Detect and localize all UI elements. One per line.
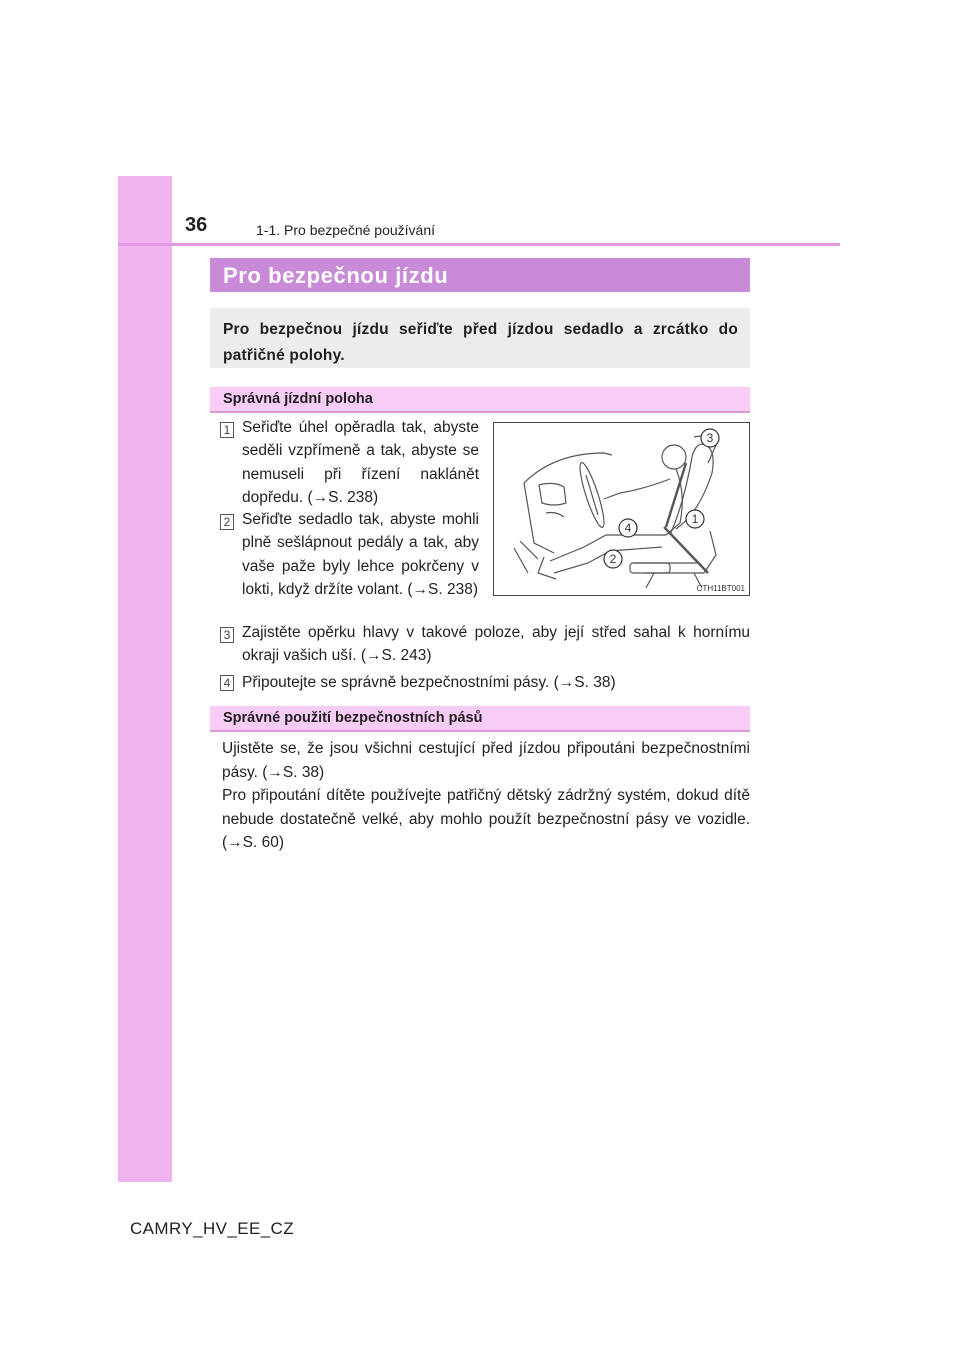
seatbelt-heading-band (210, 706, 750, 732)
chapter-tab-bar (118, 176, 172, 1182)
seatbelt-paragraph-1: Ujistěte se, že jsou všichni cestující před jízdou připoutáni bezpečnostními pásy. (→S. 38) (222, 740, 750, 781)
step-number-4: 4 (220, 675, 234, 691)
callout-4: 4 (624, 521, 632, 535)
footer-model-code: CAMRY_HV_EE_CZ (130, 1219, 295, 1238)
seatbelt-heading: Správné použití bezpečnostních pásů (223, 710, 483, 726)
driving-position-figure (493, 422, 750, 596)
step-text-4: Připoutejte se správně bezpečnostními pásy. (→S. 38) (242, 674, 616, 691)
step-text-2: Seřiďte sedadlo tak, abyste mohli plně sešlápnout pedály a tak, aby vaše paže byly lehce pokrčeny v lokti, když držíte volant. (→S. 238) (242, 511, 479, 598)
driving-position-heading-band (210, 387, 750, 413)
intro-text: Pro bezpečnou jízdu seřiďte před jízdou sedadlo a zrcátko do patřičné polohy. (223, 321, 738, 364)
driver-seat-illustration (494, 423, 749, 595)
header-divider (118, 243, 840, 246)
step-number-1: 1 (220, 422, 234, 438)
callout-1: 1 (691, 512, 699, 526)
page-title-band (210, 258, 750, 292)
step-text-3: Zajistěte opěrku hlavy v takové poloze, aby její střed sahal k hornímu okraji vašich uší. (→S. 243) (242, 624, 750, 665)
page-number: 36 (185, 214, 208, 236)
step-text-1: Seřiďte úhel opěradla tak, abyste seděli vzpřímeně a tak, abyste se nemuseli při řízení naklánět dopředu. (→S. 238) (242, 419, 479, 506)
callout-2: 2 (609, 552, 617, 566)
step-number-3: 3 (220, 627, 234, 643)
section-heading: 1-1. Pro bezpečné používání (256, 222, 436, 238)
figure-code: CTH11BT001 (696, 584, 745, 593)
callout-3: 3 (706, 431, 714, 445)
intro-box (210, 308, 750, 368)
page-title: Pro bezpečnou jízdu (223, 263, 449, 288)
step-number-2: 2 (220, 514, 234, 530)
seatbelt-paragraph-2: Pro připoutání dítěte používejte patřičný dětský zádržný systém, dokud dítě nebude dostatečně velké, aby mohlo použít bezpečnostní pásy ve vozidle. (→S. 60) (222, 787, 750, 851)
driving-position-heading: Správná jízdní poloha (223, 391, 373, 407)
